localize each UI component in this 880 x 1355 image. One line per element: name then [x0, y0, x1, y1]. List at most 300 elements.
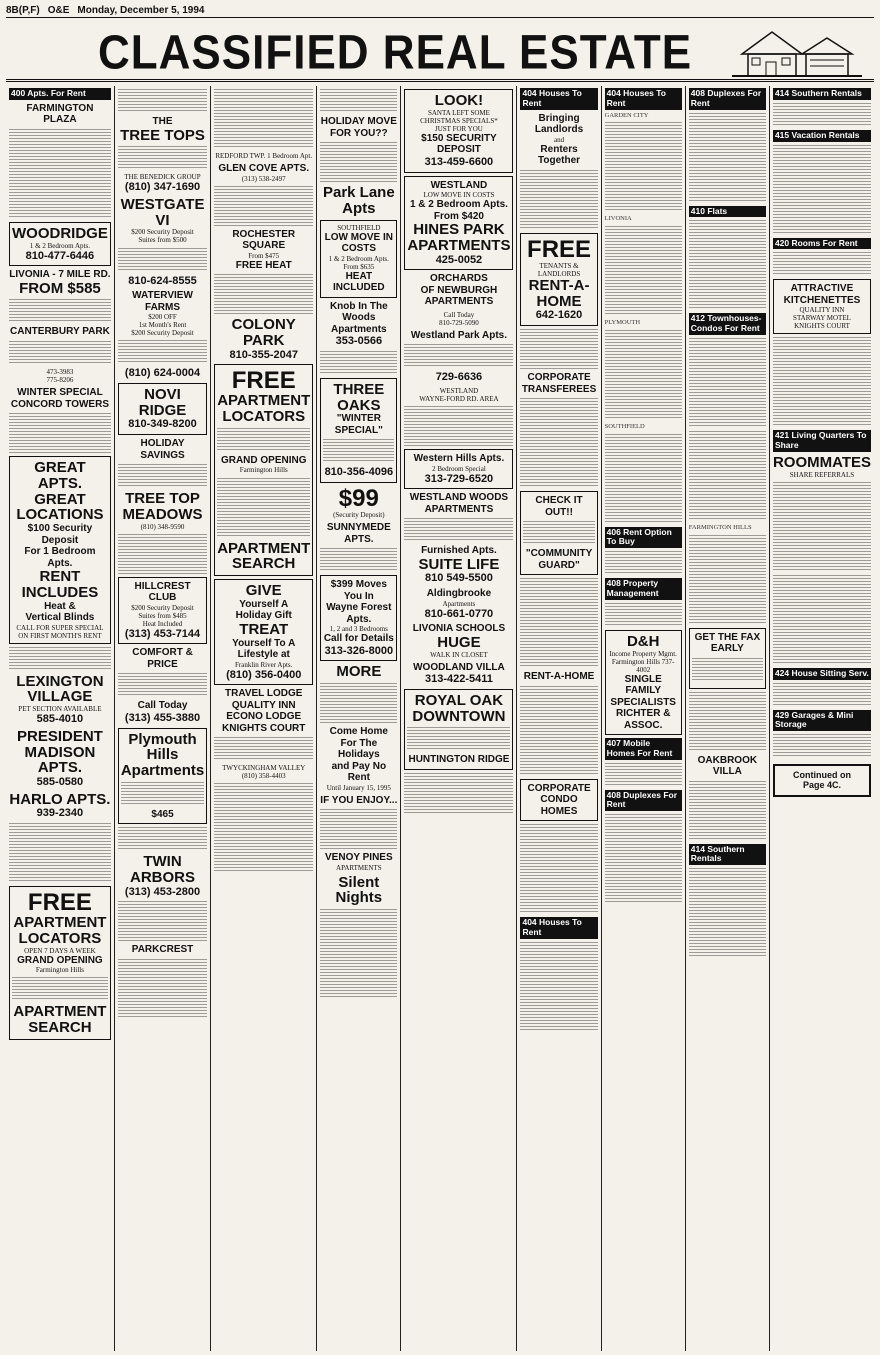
- category-header: 404 Houses To Rent: [605, 88, 682, 110]
- ad-line: Heat &: [44, 600, 76, 612]
- ad-line: (Security Deposit): [333, 511, 385, 520]
- ad-line: Holiday Gift: [235, 610, 292, 622]
- ad-line: For 1 Bedroom Apts.: [24, 546, 96, 569]
- category-title-cont: Condos For Rent: [690, 323, 760, 334]
- listing-text: [520, 170, 597, 230]
- listing-text: [9, 823, 111, 883]
- ad-rochester-square: [214, 229, 313, 272]
- ad-title: VENOY PINES: [325, 852, 393, 864]
- listing-text: [605, 330, 682, 420]
- category-header: 408 Duplexes For Rent: [689, 88, 766, 110]
- ad-phone: 810-356-4096: [324, 466, 394, 479]
- ad-lexington-village: [9, 674, 111, 726]
- ad-line: From $635: [343, 262, 375, 271]
- ad-title: Plymouth: [128, 730, 197, 748]
- ad-title: APARTMENT: [13, 1003, 107, 1021]
- ad-line: CONCORD TOWERS: [10, 398, 109, 410]
- ad-line: GRAND OPENING: [220, 454, 307, 466]
- listing-text: [605, 226, 682, 316]
- ad-phone: 353-0566: [335, 335, 383, 348]
- ad-title: LEXINGTON VILLAGE: [16, 672, 104, 706]
- ad-great-apts: [9, 456, 111, 644]
- listing-text: [773, 683, 871, 707]
- ad-title: PRESIDENT MADISON APTS.: [16, 727, 103, 777]
- column-5: [401, 86, 517, 1351]
- ad-line: HEAT INCLUDED: [332, 270, 385, 294]
- ad-comfort-price: [118, 647, 207, 670]
- listing-text: [605, 603, 682, 627]
- ad-concord-towers: [9, 387, 111, 410]
- ad-line: SHARE REFERRALS: [789, 470, 855, 479]
- page-id: 8B(P,F): [6, 5, 40, 16]
- ad-title: GREAT APTS.: [34, 459, 86, 492]
- ad-title: $99: [338, 484, 379, 512]
- ad-knob-in-the-woods: [320, 301, 397, 348]
- listing-text: [121, 782, 204, 806]
- ad-line: MEADOWS: [122, 505, 203, 523]
- ad-phone-block: [118, 275, 207, 288]
- listing-text: [9, 647, 111, 671]
- ad-line: 1, 2 and 3 Bedrooms: [329, 625, 388, 634]
- listing-text: [320, 909, 397, 999]
- ad-title: RENT INCLUDES: [21, 568, 99, 601]
- ad-title: Come Home: [329, 726, 388, 738]
- ad-plymouth-hills: [118, 728, 207, 825]
- ad-low-move-in: [320, 220, 397, 298]
- listing-text: [605, 122, 682, 212]
- ad-line: Suites from $485: [138, 611, 187, 620]
- ad-title: D&H: [626, 632, 660, 650]
- category-title-cont: To Share: [774, 430, 867, 451]
- ad-westland-wayne-ford: [404, 387, 513, 403]
- ad-line: APARTMENT: [217, 392, 311, 410]
- listing-heading: FARMINGTON HILLS: [688, 523, 752, 531]
- ad-line: and Pay No Rent: [331, 760, 387, 784]
- ad-line: Apartments: [442, 599, 476, 608]
- ad-phone: (313) 538-2497: [241, 174, 286, 183]
- ad-line: OPEN 7 DAYS A WEEK: [24, 946, 96, 955]
- ad-phone: (810) 624-0004: [124, 367, 201, 380]
- category-title-cont: Mini Storage: [774, 709, 854, 730]
- column-6: [517, 86, 601, 1351]
- classified-page: [6, 4, 874, 1351]
- ad-sunnymede: [320, 522, 397, 545]
- ad-phone: (810) 348-9590: [140, 522, 185, 531]
- ad-title: ORCHARDS: [430, 273, 488, 285]
- ad-title: COLONY PARK: [231, 316, 296, 349]
- listing-text: [214, 737, 313, 761]
- listing-text: [320, 548, 397, 572]
- category-header: 408 Property Management: [605, 578, 682, 600]
- ad-line: $200 Security Deposit: [131, 228, 194, 237]
- ad-line: APARTMENT: [13, 914, 107, 932]
- ad-area: WESTLAND: [430, 179, 488, 191]
- ad-line: Farmington Hills: [239, 466, 288, 475]
- listing-text: [214, 89, 313, 149]
- listing-text: [689, 431, 766, 521]
- ad-title: WOODLAND VILLA: [413, 661, 505, 673]
- ad-roommates: [773, 455, 871, 479]
- ad-line: ECONO LODGE: [226, 711, 302, 723]
- listing-text: [320, 142, 397, 182]
- listing-heading: SOUTHFIELD: [604, 422, 645, 430]
- ad-free-locators: [214, 364, 313, 576]
- ad-line: $150 SECURITY DEPOSIT: [421, 132, 497, 156]
- ad-venoy-pines: [320, 852, 397, 872]
- ad-park-lane: [320, 185, 397, 217]
- column-8: [686, 86, 770, 1351]
- ad-title: WINTER SPECIAL: [17, 387, 103, 399]
- ad-western-hills: [404, 449, 513, 489]
- ad-line: KNIGHTS COURT: [794, 322, 850, 331]
- category-header: 410 Flats: [689, 206, 766, 218]
- ad-title: WOODRIDGE: [12, 224, 108, 242]
- ad-livonia-schools: [404, 623, 513, 658]
- ad-title: LOOK!: [434, 92, 484, 109]
- ad-title: Silent Nights: [335, 873, 383, 907]
- category-header: 420 Rooms For Rent: [773, 238, 871, 250]
- listing-text: [323, 439, 394, 463]
- ad-line: Yourself A: [239, 598, 289, 610]
- ad-line: QUALITY INN: [799, 306, 845, 315]
- listing-text: [118, 901, 207, 941]
- ad-line: Apartments: [331, 323, 387, 335]
- ad-line: KITCHENETTES: [783, 294, 861, 306]
- ad-title: LIVONIA - 7 MILE RD.: [9, 269, 111, 281]
- ad-line: Apartments: [120, 762, 205, 780]
- ad-free-apartment-locators: [9, 886, 111, 1040]
- ad-line: Apts: [342, 199, 376, 217]
- listing-text: [689, 781, 766, 841]
- ad-phone: 585-0580: [36, 776, 84, 789]
- ad-phones: [9, 368, 111, 384]
- ad-line: 2 Bedroom Special: [432, 464, 486, 473]
- ad-title: LIVONIA SCHOOLS: [412, 623, 506, 635]
- category-header: [773, 710, 871, 732]
- ad-title: HARLO APTS.: [9, 790, 111, 808]
- ad-line: GREAT LOCATIONS: [16, 490, 104, 524]
- ad-line: APARTMENTS: [336, 863, 382, 872]
- ad-line: OF NEWBURGH: [420, 284, 498, 296]
- ad-line: From $420: [433, 210, 484, 222]
- ad-westgate: [118, 197, 207, 245]
- ad-phone: 939-2340: [36, 807, 84, 820]
- ad-phone: 775-8206: [46, 376, 74, 384]
- ad-harlo-apts: [9, 792, 111, 820]
- ad-title: HILLCREST CLUB: [134, 580, 191, 604]
- ad-line: Wayne Forest Apts.: [326, 602, 392, 625]
- ad-line: HINES PARK: [413, 221, 505, 239]
- listing-text: [217, 428, 310, 452]
- ad-line: APARTMENTS: [424, 503, 494, 515]
- ad-title: Furnished Apts.: [421, 545, 497, 557]
- listing-text: [689, 338, 766, 428]
- ad-line: FREE HEAT: [235, 259, 292, 271]
- ad-title: THE: [152, 116, 173, 127]
- ad-orchards: [404, 273, 513, 308]
- ad-novi-ridge: [118, 383, 207, 435]
- ad-get-the-fax: [689, 628, 766, 689]
- ad-wayne-forest: [320, 575, 397, 661]
- ad-westland-woods: [404, 492, 513, 515]
- continued-line-1: Continued on: [792, 770, 851, 781]
- ad-line: CALL FOR SUPER SPECIAL ON FIRST MONTH'S RENT: [16, 623, 104, 640]
- category-title: 412 Townhouses-: [690, 313, 762, 324]
- listing-text: [773, 252, 871, 276]
- ad-phone: 729-6636: [435, 371, 483, 384]
- ad-if-you-enjoy: [320, 795, 397, 807]
- listing-text: [118, 959, 207, 1019]
- listing-text: [520, 686, 597, 776]
- ad-title: ATTRACTIVE: [790, 283, 854, 295]
- listing-text: [520, 942, 597, 1032]
- listing-text: [118, 534, 207, 574]
- listing-text: [605, 551, 682, 575]
- ad-line: LOCATORS: [18, 930, 102, 948]
- ad-twyckingham: [214, 764, 313, 780]
- ad-line: HUGE: [437, 633, 481, 651]
- category-header: 404 Houses To Rent: [520, 88, 597, 110]
- listing-text: [692, 658, 763, 682]
- ad-corporate-transferees: [520, 372, 597, 395]
- ad-glen-cove: [214, 163, 313, 183]
- continued-notice: [773, 764, 871, 797]
- ad-line: SEARCH: [28, 1019, 92, 1037]
- listing-text: [214, 186, 313, 226]
- category-header: 415 Vacation Rentals: [773, 130, 871, 142]
- ad-line: KNIGHTS COURT: [222, 722, 306, 734]
- ad-phone: 313-422-5411: [424, 673, 493, 686]
- listing-text: [520, 824, 597, 914]
- ad-line: PET SECTION AVAILABLE: [18, 705, 102, 714]
- ad-line: SPECIALISTS: [610, 696, 676, 708]
- ad-line: $200 OFF: [148, 313, 177, 322]
- ad-line: CHRISTMAS SPECIALS*: [420, 116, 498, 125]
- ad-aldingbrooke: [404, 588, 513, 620]
- ad-line: APARTMENTS: [407, 236, 511, 254]
- ad-title: ROYAL OAK: [414, 691, 504, 709]
- ad-title: WESTLAND WOODS: [409, 492, 509, 504]
- listing-text: [523, 521, 594, 545]
- ad-title: THE BENEDICK GROUP: [124, 173, 201, 182]
- category-header: 414 Southern Rentals: [773, 88, 871, 100]
- ad-canterbury-park: [9, 326, 111, 338]
- ad-line: Until January 15, 1995: [326, 783, 391, 792]
- house-illustration: [732, 24, 862, 78]
- ad-title: $399 Moves You In: [330, 579, 387, 602]
- listing-text: [9, 341, 111, 365]
- ad-99-deposit: [320, 486, 397, 519]
- ad-title: CORPORATE: [527, 782, 591, 794]
- category-header: 424 House Sitting Serv.: [773, 668, 871, 680]
- ad-title: IF YOU ENJOY...: [320, 794, 398, 806]
- column-2: [115, 86, 211, 1351]
- ad-line: Renters Together: [538, 143, 581, 167]
- listing-text: [320, 683, 397, 723]
- listing-text: [12, 977, 108, 1001]
- listing-text: [404, 518, 513, 542]
- ad-line: SANTA LEFT SOME: [427, 108, 490, 117]
- ad-phone: 425-0052: [435, 253, 483, 266]
- classified-columns: [6, 86, 874, 1351]
- ad-phone: 313-326-8000: [324, 644, 394, 657]
- ad-line: 1st Month's Rent: [138, 321, 187, 330]
- ad-phone: 473-3983: [46, 367, 74, 376]
- ad-give-yourself: [214, 579, 313, 685]
- ad-more: [320, 664, 397, 680]
- listing-text: [407, 727, 510, 751]
- listing-text: [689, 220, 766, 310]
- category-header: 400 Apts. For Rent: [9, 88, 111, 100]
- ad-line: RENT-A-HOME: [528, 276, 590, 310]
- ad-line: $200 Security Deposit: [131, 329, 194, 338]
- listing-text: [320, 809, 397, 849]
- ad-line: RICHTER & ASSOC.: [615, 708, 671, 731]
- ad-phone: 810-661-0770: [424, 607, 494, 620]
- ad-twin-arbors: [118, 854, 207, 898]
- ad-title: REDFORD TWP. 1 Bedroom Apt.: [215, 152, 313, 160]
- listing-text: [605, 434, 682, 524]
- ad-westland-park: [404, 330, 513, 384]
- ad-farmington-plaza: [9, 103, 111, 126]
- ad-phone: (810) 347-1690: [124, 181, 201, 194]
- category-header: 407 Mobile Homes For Rent: [605, 738, 682, 760]
- column-3: [211, 86, 317, 1351]
- ad-title: Call Today: [137, 700, 188, 712]
- ad-title: Knob In The Woods: [329, 300, 388, 324]
- listing-text: [404, 773, 513, 813]
- ad-phone: 810-729-5090: [439, 318, 479, 327]
- listing-text: [118, 827, 207, 851]
- listing-text: [689, 113, 766, 203]
- ad-phone: 810-624-8555: [128, 274, 197, 287]
- ad-line: Franklin River Apts.: [235, 660, 293, 669]
- ad-line: 1 & 2 Bedroom Apts.: [328, 254, 389, 263]
- ad-line: Suites from $500: [138, 236, 187, 245]
- ad-phone-block: [118, 367, 207, 380]
- ad-phone: 313-459-6600: [424, 155, 494, 168]
- ad-title: THREE OAKS: [333, 380, 385, 414]
- listing-text: [520, 329, 597, 369]
- ad-price: FROM $585: [19, 279, 101, 297]
- ad-title: ROCHESTER SQUARE: [232, 228, 296, 252]
- listing-text: [118, 673, 207, 697]
- ad-title: OAKBROOK VILLA: [697, 754, 758, 778]
- ad-line: Farmington Hills: [35, 966, 84, 975]
- ad-phone: 810-477-6446: [25, 249, 95, 262]
- category-header: [773, 430, 871, 452]
- ad-title: FREE: [527, 235, 592, 263]
- listing-text: [118, 340, 207, 364]
- listing-text: [773, 575, 871, 665]
- ad-line: SUITE LIFE: [418, 555, 500, 573]
- ad-call-today: [404, 311, 513, 327]
- ad-hines-park: [404, 176, 513, 271]
- category-header: 414 Southern Rentals: [689, 844, 766, 866]
- listing-text: [404, 344, 513, 368]
- ad-woodland-villa: [404, 662, 513, 686]
- ad-title: TRAVEL LODGE: [225, 688, 303, 700]
- ad-title: 1 & 2 Bedroom Apts.: [409, 199, 508, 211]
- ad-travel-lodge: [214, 688, 313, 734]
- continued-line-2: Page 4C.: [802, 780, 841, 791]
- ad-d-and-h: [605, 630, 682, 735]
- ad-line: For The Holidays: [337, 737, 380, 761]
- ad-colony-park: [214, 317, 313, 361]
- listing-text: [520, 398, 597, 488]
- column-9: [770, 86, 874, 1351]
- ad-title: Western Hills Apts.: [413, 453, 505, 465]
- ad-line: Lifestyle at: [237, 649, 290, 661]
- listing-text: [214, 274, 313, 314]
- ad-phone: 313-729-6520: [424, 472, 494, 485]
- ad-title: HOLIDAY SAVINGS: [140, 438, 185, 461]
- ad-title: TWIN ARBORS: [130, 853, 196, 887]
- ad-line: APARTMENTS: [424, 296, 494, 308]
- listing-text: [773, 734, 871, 758]
- ad-title: FREE: [27, 889, 92, 917]
- ad-line: APTS.: [344, 533, 374, 545]
- ad-livonia: [9, 269, 111, 296]
- ad-title: WESTGATE VI: [120, 195, 205, 229]
- listing-text: [520, 578, 597, 668]
- ad-line: "WINTER SPECIAL": [334, 413, 383, 436]
- ad-line: $200 Security Deposit: [131, 603, 194, 612]
- category-header: 404 Houses To Rent: [520, 917, 597, 939]
- ad-silent-nights: [320, 875, 397, 907]
- ad-line: QUALITY INN: [231, 699, 296, 711]
- ad-title: RENT-A-HOME: [523, 671, 595, 682]
- ad-royal-oak: [404, 689, 513, 770]
- ad-parkcrest: [118, 944, 207, 956]
- ad-waterview-farms: [118, 290, 207, 337]
- ad-phone: (810) 358-4403: [241, 772, 286, 781]
- ad-title: CANTERBURY PARK: [10, 326, 110, 338]
- ad-title: WATERVIEW FARMS: [132, 290, 193, 313]
- ad-line: SINGLE FAMILY: [624, 673, 662, 697]
- ad-line: "COMMUNITY GUARD": [525, 548, 593, 571]
- column-7: [602, 86, 686, 1351]
- publication-date: Monday, December 5, 1994: [77, 5, 205, 16]
- ad-look-santa: [404, 89, 513, 173]
- ad-title: Park Lane: [322, 184, 395, 201]
- listing-text: [605, 814, 682, 904]
- ad-phone: 585-4010: [36, 713, 84, 726]
- page-header-line: [6, 4, 874, 18]
- ad-title: SUNNYMEDE: [326, 522, 391, 534]
- masthead: [6, 18, 874, 82]
- ad-phone: (313) 453-7144: [124, 627, 201, 640]
- listing-text: [9, 299, 111, 323]
- ad-title: Aldingbrooke: [426, 588, 492, 600]
- ad-check-it-out: [520, 491, 597, 575]
- category-header: [689, 313, 766, 335]
- ad-line: TENANTS & LANDLORDS: [537, 261, 581, 278]
- listing-text: [689, 868, 766, 958]
- ad-line: Hills: [146, 746, 179, 764]
- ad-line: Yourself To A: [232, 637, 296, 649]
- ad-phone: 810 549-5500: [424, 572, 493, 585]
- ad-line: DOWNTOWN: [412, 707, 506, 725]
- ad-woodridge: [9, 222, 111, 266]
- ad-line: STARWAY MOTEL: [793, 314, 851, 323]
- ad-title: Bringing Landlords: [534, 112, 584, 136]
- ad-line: JUST FOR YOU: [435, 124, 483, 133]
- category-header: 408 Duplexes For Rent: [605, 790, 682, 812]
- listing-text: [773, 482, 871, 572]
- ad-phone: (810) 356-0400: [226, 668, 302, 681]
- ad-tree-tops: [118, 116, 207, 143]
